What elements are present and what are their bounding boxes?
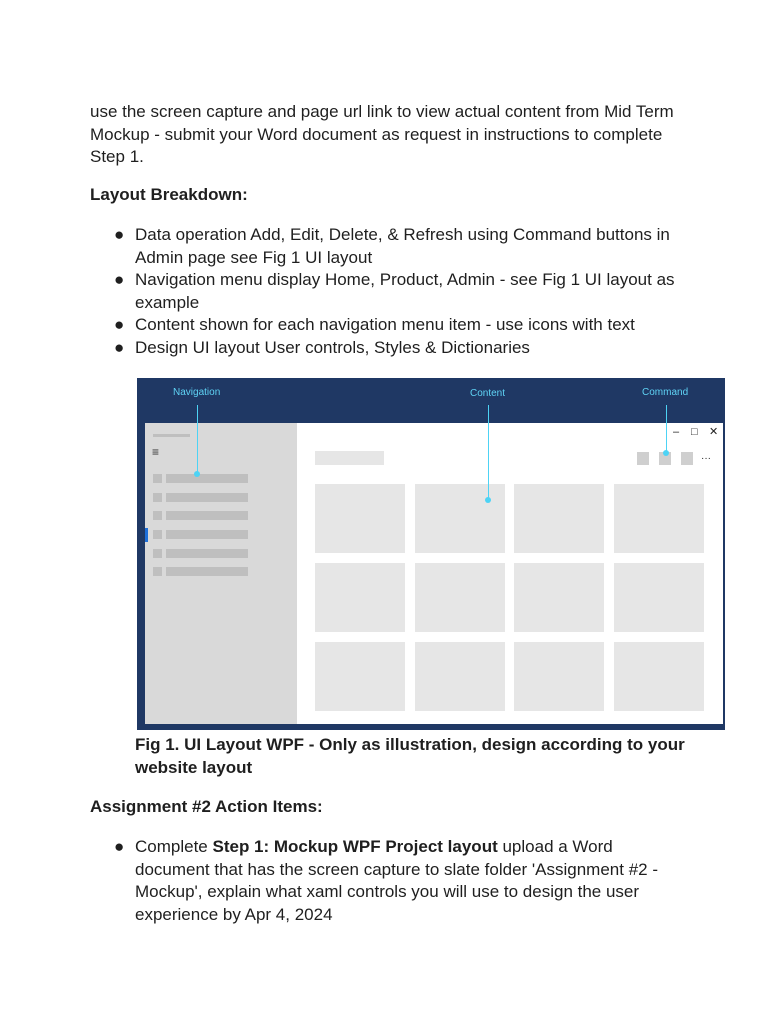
action-bullet-list <box>90 836 690 926</box>
nav-item-label <box>166 511 248 520</box>
content-tile <box>415 563 505 632</box>
command-button <box>681 452 693 465</box>
nav-item-icon <box>153 549 162 558</box>
nav-item-label <box>166 549 248 558</box>
content-callout-line <box>488 405 489 498</box>
layout-breakdown-heading: Layout Breakdown: <box>90 185 248 204</box>
hamburger-icon: ≡ <box>152 445 160 459</box>
close-icon: ✕ <box>709 426 719 438</box>
nav-item-icon <box>153 567 162 576</box>
list-item-text: Content shown for each navigation menu item - use icons with text <box>135 315 635 334</box>
intro-paragraph: use the screen capture and page url link to view actual content from Mid Term Mockup - submit your Word document as request in instructions to complete Step 1. <box>90 102 674 166</box>
content-tile <box>415 484 505 553</box>
nav-item-icon <box>153 493 162 502</box>
list-item <box>90 269 690 314</box>
more-icon: ··· <box>701 453 711 464</box>
nav-item-icon <box>153 511 162 520</box>
command-button <box>637 452 649 465</box>
layout-bullet-list <box>90 224 690 359</box>
mockup-window <box>145 423 723 724</box>
action-items-heading: Assignment #2 Action Items: <box>90 797 323 816</box>
content-tile <box>315 642 405 711</box>
content-header-placeholder <box>315 451 384 465</box>
command-callout-dot <box>663 450 669 456</box>
maximize-icon: □ <box>691 426 698 438</box>
list-item-text: Navigation menu display Home, Product, Admin - see Fig 1 UI layout as example <box>135 270 675 312</box>
list-item <box>90 836 690 926</box>
nav-item-label <box>166 474 248 483</box>
selected-indicator <box>145 528 148 542</box>
action-suffix: upload a Word document that has the screen capture to slate folder 'Assignment #2 - Mockup', explain what xaml controls you will use to design the user experience by Apr 4, 2024 <box>135 837 658 924</box>
mockup-sidebar <box>145 423 297 724</box>
ui-layout-figure <box>137 378 725 730</box>
content-tile <box>415 642 505 711</box>
content-tile <box>614 484 704 553</box>
content-tile <box>614 563 704 632</box>
nav-item-label <box>166 530 248 539</box>
command-callout-label: Command <box>642 387 689 398</box>
list-item <box>90 314 690 337</box>
nav-item-label <box>166 493 248 502</box>
navigation-callout-label: Navigation <box>173 387 221 398</box>
nav-item-icon <box>153 530 162 539</box>
navigation-callout-dot <box>194 471 200 477</box>
content-tile <box>514 642 604 711</box>
navigation-callout-line <box>197 405 198 474</box>
action-prefix: Complete <box>135 837 213 856</box>
content-tile <box>315 563 405 632</box>
list-item-text: Data operation Add, Edit, Delete, & Refresh using Command buttons in Admin page see Fig 1 UI layout <box>135 225 670 267</box>
bullet-icon: ● <box>114 337 125 357</box>
content-tile <box>315 484 405 553</box>
content-tile <box>614 642 704 711</box>
sidebar-title-bar <box>153 434 190 437</box>
content-tile <box>514 563 604 632</box>
command-callout-line <box>666 405 667 453</box>
action-bold-text: Step 1: Mockup WPF Project layout <box>212 837 498 856</box>
minimize-icon: – <box>673 426 680 438</box>
list-item <box>90 337 690 360</box>
list-item-text: Design UI layout User controls, Styles & Dictionaries <box>135 337 530 357</box>
bullet-icon: ● <box>114 837 125 856</box>
nav-item-label <box>166 567 248 576</box>
list-item <box>90 224 690 269</box>
bullet-icon: ● <box>114 225 125 244</box>
nav-item-icon <box>153 474 162 483</box>
content-callout-label: Content <box>470 388 506 399</box>
figure-caption: Fig 1. UI Layout WPF - Only as illustration, design according to your website layout <box>135 735 685 777</box>
bullet-icon: ● <box>114 315 125 334</box>
bullet-icon: ● <box>114 270 125 289</box>
content-tile <box>514 484 604 553</box>
content-callout-dot <box>485 497 491 503</box>
